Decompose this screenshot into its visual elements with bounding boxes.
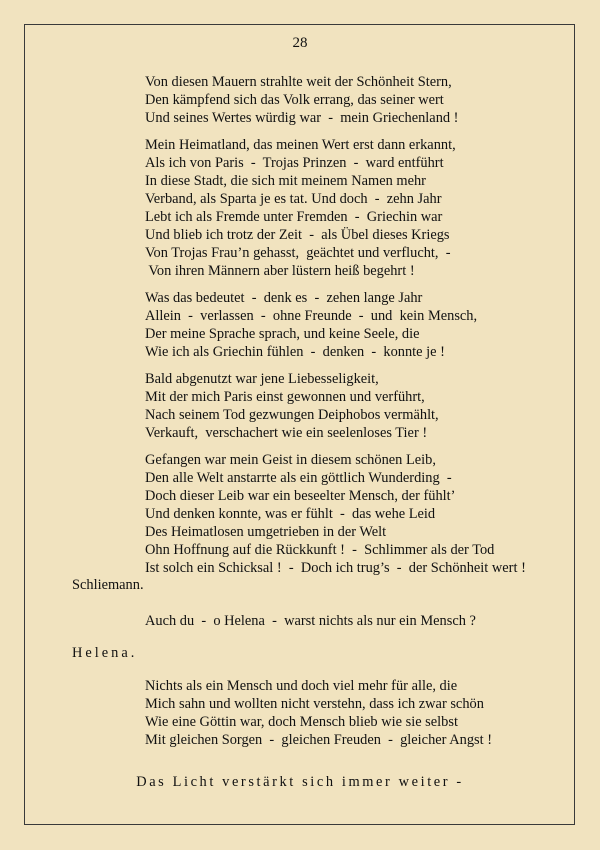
verse-line: Und seines Wertes würdig war - mein Griechenland ! xyxy=(145,110,459,126)
verse-line: Mit der mich Paris einst gewonnen und verführt, xyxy=(145,389,425,405)
verse-line: Des Heimatlosen umgetrieben in der Welt xyxy=(145,524,387,540)
verse-line: Wie ich als Griechin fühlen - denken - konnte je ! xyxy=(145,344,445,360)
speaker-name-helena: Helena. xyxy=(72,645,138,661)
verse-line: Nach seinem Tod gezwungen Deiphobos vermählt, xyxy=(145,407,439,423)
verse-line: Als ich von Paris - Trojas Prinzen - ward entführt xyxy=(145,155,444,171)
verse-line: Ohn Hoffnung auf die Rückkunft ! - Schlimmer als der Tod xyxy=(145,542,495,558)
verse-line: Allein - verlassen - ohne Freunde - und kein Mensch, xyxy=(145,308,478,324)
verse-line: Bald abgenutzt war jene Liebesseligkeit, xyxy=(145,371,379,387)
verse-line: Von Trojas Frau’n gehasst, geächtet und verflucht, - xyxy=(145,245,451,261)
verse-line: Mich sahn und wollten nicht verstehn, dass ich zwar schön xyxy=(145,696,484,712)
verse-line: Auch du - o Helena - warst nichts als nur ein Mensch ? xyxy=(145,613,476,629)
verse-line: Mein Heimatland, das meinen Wert erst dann erkannt, xyxy=(145,137,456,153)
verse-line: Wie eine Göttin war, doch Mensch blieb wie sie selbst xyxy=(145,714,458,730)
verse-line: Was das bedeutet - denk es - zehen lange Jahr xyxy=(145,290,423,306)
verse-line: Und denken konnte, was er fühlt - das wehe Leid xyxy=(145,506,436,522)
verse-line: Lebt ich als Fremde unter Fremden - Griechin war xyxy=(145,209,443,225)
stage-direction: Das Licht verstärkt sich immer weiter - xyxy=(136,774,464,790)
verse-line: Mit gleichen Sorgen - gleichen Freuden - gleicher Angst ! xyxy=(145,732,493,748)
verse-line: Nichts als ein Mensch und doch viel mehr für alle, die xyxy=(145,678,458,694)
verse-line: Verkauft, verschachert wie ein seelenloses Tier ! xyxy=(145,425,428,441)
verse-line: Den kämpfend sich das Volk errang, das seiner wert xyxy=(145,92,444,108)
speaker-name-schliemann: Schliemann. xyxy=(72,577,144,593)
page-number: 28 xyxy=(292,35,308,51)
verse-line: Der meine Sprache sprach, und keine Seele, die xyxy=(145,326,420,342)
verse-line: Verband, als Sparta je es tat. Und doch - zehn Jahr xyxy=(145,191,442,207)
verse-line: Von ihren Männern aber lüstern heiß begehrt ! xyxy=(145,263,415,279)
verse-line: Doch dieser Leib war ein beseelter Mensch, der fühlt’ xyxy=(145,488,456,504)
verse-line: Gefangen war mein Geist in diesem schönen Leib, xyxy=(145,452,436,468)
verse-line: Von diesen Mauern strahlte weit der Schönheit Stern, xyxy=(145,74,452,90)
verse-line: In diese Stadt, die sich mit meinem Namen mehr xyxy=(145,173,426,189)
verse-line: Den alle Welt anstarrte als ein göttlich Wunderding - xyxy=(145,470,452,486)
verse-line: Ist solch ein Schicksal ! - Doch ich trug’s - der Schönheit wert ! xyxy=(145,560,526,576)
verse-line: Und blieb ich trotz der Zeit - als Übel dieses Kriegs xyxy=(145,227,450,243)
